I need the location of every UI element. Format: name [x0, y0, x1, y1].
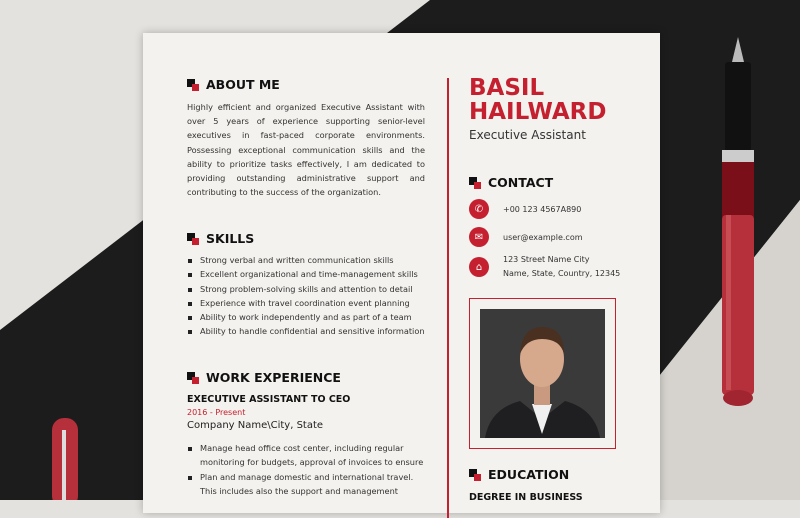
section-icon	[187, 79, 199, 91]
fountain-pen	[722, 37, 754, 406]
contact-email	[469, 227, 649, 247]
contact-section	[469, 175, 649, 281]
role: Executive Assistant	[469, 128, 586, 142]
skills-title: SKILLS	[206, 231, 255, 246]
address-line-1: 123 Street Name City	[503, 255, 590, 264]
first-name: BASIL	[469, 75, 545, 101]
home-icon: ⌂	[469, 257, 489, 277]
work-item: Manage head office cost center, including regular monitoring for budgets, approval of invoices to ensure	[187, 441, 432, 470]
skills-section	[187, 231, 437, 339]
last-name: HAILWARD	[469, 99, 607, 125]
about-section	[187, 77, 425, 199]
section-icon	[469, 469, 481, 481]
about-text: Highly efficient and organized Executive Assistant with over 5 years of experience supporting senior-level executives in fast-paced corporate environments. Possessing exceptional communication skills and the ability to prioritize tasks effectively, I am dedicated to providing outstanding administrative support and contributing to the success of the organization.	[187, 102, 425, 198]
work-heading	[187, 370, 432, 385]
contact-address	[469, 253, 649, 281]
skill-item: Experience with travel coordination event planning	[187, 296, 437, 310]
contact-title: CONTACT	[488, 175, 554, 190]
header	[469, 76, 606, 142]
pen-bottom-left	[52, 418, 78, 500]
education-title: EDUCATION	[488, 467, 570, 482]
skill-item: Excellent organizational and time-management skills	[187, 267, 437, 281]
skill-item: Strong verbal and written communication skills	[187, 253, 437, 267]
phone-text: +00 123 4567A890	[503, 204, 582, 214]
about-title: ABOUT ME	[206, 77, 280, 92]
section-icon	[469, 177, 481, 189]
job-dates: 2016 - Present	[187, 408, 246, 417]
address-line-2: Name, State, Country, 12345	[503, 269, 621, 278]
section-icon	[187, 372, 199, 384]
phone-icon: ✆	[469, 199, 489, 219]
about-heading	[187, 77, 425, 92]
job-title: EXECUTIVE ASSISTANT TO CEO	[187, 394, 351, 405]
photo-frame	[469, 298, 616, 449]
company: Company Name\City, State	[187, 420, 324, 431]
education-heading	[469, 467, 583, 482]
divider-line	[447, 78, 449, 518]
profile-photo	[480, 309, 605, 438]
skill-item: Strong problem-solving skills and attention to detail	[187, 282, 437, 296]
contact-phone	[469, 199, 649, 219]
education-section	[469, 467, 583, 503]
section-icon	[187, 233, 199, 245]
resume-page	[143, 33, 660, 513]
skill-item: Ability to work independently and as part of a team	[187, 310, 437, 324]
skill-item: Ability to handle confidential and sensitive information	[187, 324, 437, 338]
work-section	[187, 370, 432, 498]
skills-heading	[187, 231, 437, 246]
degree: DEGREE IN BUSINESS	[469, 492, 583, 503]
mail-icon: ✉	[469, 227, 489, 247]
email-text: user@example.com	[503, 232, 583, 242]
work-title: WORK EXPERIENCE	[206, 370, 341, 385]
contact-heading	[469, 175, 649, 190]
work-item: Plan and manage domestic and international travel. This includes also the support and management	[187, 470, 432, 499]
